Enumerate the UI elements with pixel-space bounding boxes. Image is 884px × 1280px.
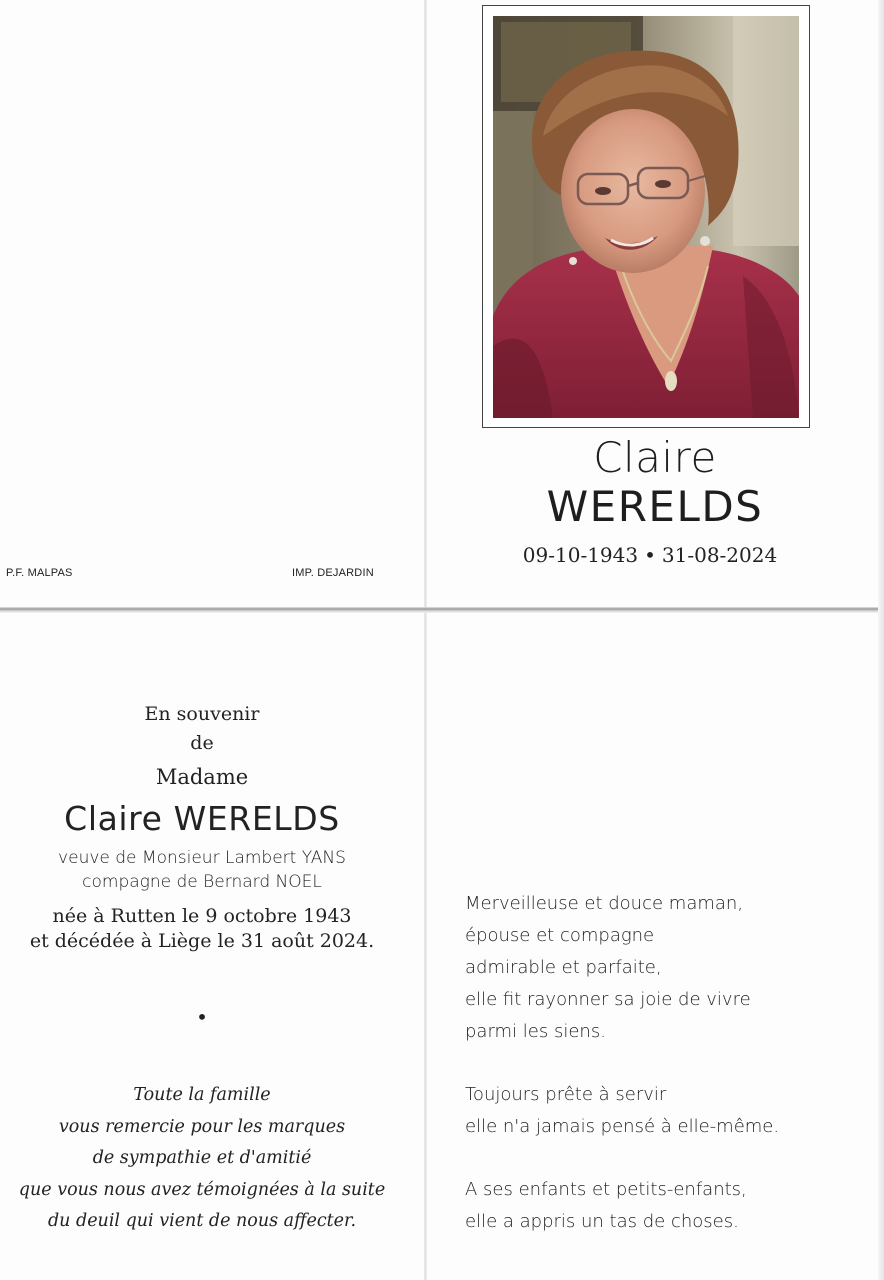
partner-of-line: compagne de Bernard NOEL — [82, 872, 322, 892]
thanks-line: Toute la famille — [133, 1085, 271, 1105]
poem-stanza — [465, 1174, 779, 1238]
memorial-poem — [465, 888, 779, 1269]
deceased-full-name: Claire WERELDS — [64, 799, 340, 838]
thanks-line: de sympathie et d'amitié — [92, 1148, 312, 1168]
thanks-line: vous remercie pour les marques — [58, 1116, 346, 1137]
vertical-fold-line — [424, 0, 427, 1280]
front-first-name: Claire — [593, 433, 717, 482]
poem-line: elle n'a jamais pensé à elle-même. — [465, 1116, 780, 1137]
funeral-home-credit: P.F. MALPAS — [6, 567, 73, 579]
poem-line: épouse et compagne — [465, 925, 655, 946]
poem-line: admirable et parfaite, — [465, 957, 662, 978]
date-separator: • — [644, 543, 656, 567]
portrait-illustration — [493, 16, 799, 418]
of-line: de — [190, 732, 214, 754]
poem-stanza — [465, 888, 779, 1048]
death-line: et décédée à Liège le 31 août 2024. — [29, 930, 375, 952]
poem-line: Toujours prête à servir — [465, 1084, 667, 1105]
photo-frame — [482, 5, 810, 428]
thanks-line: que vous nous avez témoignées à la suite — [18, 1179, 386, 1200]
life-dates — [426, 543, 874, 567]
poem-line: Merveilleuse et douce maman, — [465, 893, 744, 914]
printer-credit: IMP. DEJARDIN — [292, 567, 374, 579]
poem-line: elle fit rayonner sa joie de vivre — [465, 989, 751, 1010]
portrait-photo-icon — [493, 16, 799, 418]
widow-of-line: veuve de Monsieur Lambert YANS — [58, 848, 346, 868]
birth-line: née à Rutten le 9 octobre 1943 — [52, 905, 352, 927]
poem-line: elle a appris un tas de choses. — [465, 1211, 739, 1232]
death-date: 31-08-2024 — [661, 543, 778, 567]
poem-line: parmi les siens. — [465, 1021, 606, 1042]
thanks-line: du deuil qui vient de nous affecter. — [47, 1211, 357, 1231]
poem-stanza — [465, 1079, 779, 1143]
poem-line: A ses enfants et petits-enfants, — [465, 1179, 747, 1200]
in-memory-line: En souvenir — [144, 703, 260, 725]
horizontal-scan-divider — [0, 607, 884, 613]
front-last-name: WERELDS — [546, 482, 764, 531]
family-thanks — [0, 1080, 404, 1238]
divider-dot: • — [196, 1005, 208, 1029]
honorific-line: Madame — [155, 765, 249, 789]
back-page-panel — [0, 0, 426, 608]
right-paper-edge — [878, 0, 884, 1280]
birth-date: 09-10-1943 — [522, 543, 639, 567]
